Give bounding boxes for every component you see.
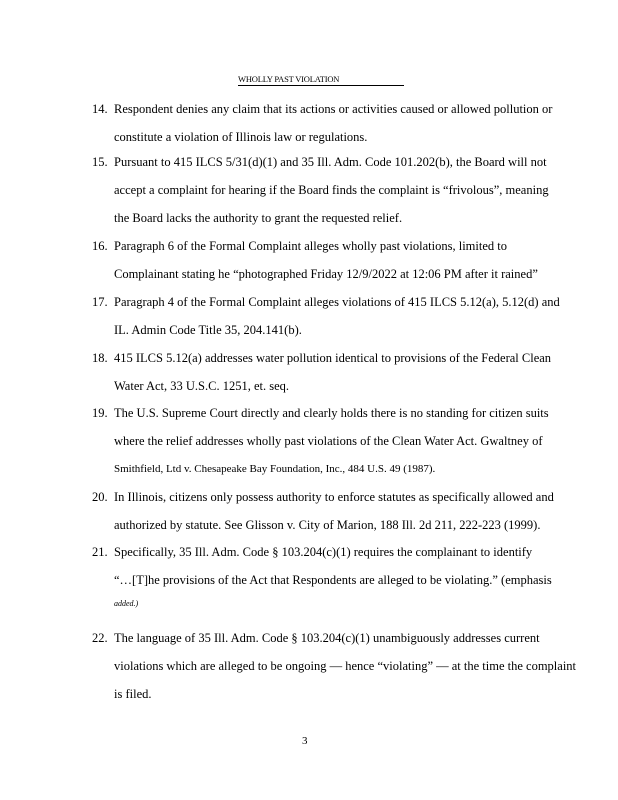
paragraph-20 xyxy=(92,483,604,539)
paragraph-line: The U.S. Supreme Court directly and clearly holds there is no standing for citizen suits xyxy=(114,406,549,420)
paragraph-15 xyxy=(92,148,604,232)
paragraph-14 xyxy=(92,95,604,151)
paragraph-line: violations which are alleged to be ongoing — hence “violating” — at the time the complaint xyxy=(114,659,577,673)
paragraph-line: accept a complaint for hearing if the Board finds the complaint is “frivolous”, meaning xyxy=(114,183,549,197)
paragraph-line: where the relief addresses wholly past violations of the Clean Water Act. Gwaltney of xyxy=(114,434,543,448)
paragraph-16 xyxy=(92,232,604,288)
paragraph-line: 415 ILCS 5.12(a) addresses water pollution identical to provisions of the Federal Clean xyxy=(114,351,552,365)
paragraph-line: Respondent denies any claim that its actions or activities caused or allowed pollution or xyxy=(114,102,553,116)
paragraph-line: Complainant stating he “photographed Friday 12/9/2022 at 12:06 PM after it rained” xyxy=(114,267,538,281)
paragraph-number: 16. xyxy=(92,239,108,253)
paragraph-line: constitute a violation of Illinois law or regulations. xyxy=(114,130,368,144)
paragraph-line: Water Act, 33 U.S.C. 1251, et. seq. xyxy=(114,379,290,393)
paragraph-17 xyxy=(92,288,604,344)
paragraph-line: In Illinois, citizens only possess authority to enforce statutes as specifically allowed and xyxy=(114,490,554,504)
emphasis-note: added.) xyxy=(114,599,139,608)
paragraph-line: IL. Admin Code Title 35, 204.141(b). xyxy=(114,323,302,337)
paragraph-line: is filed. xyxy=(114,687,152,701)
paragraph-number: 14. xyxy=(92,102,108,116)
paragraph-line: Paragraph 4 of the Formal Complaint alleges violations of 415 ILCS 5.12(a), 5.12(d) and xyxy=(114,295,560,309)
paragraph-22 xyxy=(92,624,604,708)
paragraph-line: “…[T]he provisions of the Act that Respondents are alleged to be violating.” (emphasis xyxy=(114,573,552,587)
paragraph-number: 15. xyxy=(92,155,108,169)
paragraph-line: The language of 35 Ill. Adm. Code § 103.204(c)(1) unambiguously addresses current xyxy=(114,631,540,645)
paragraph-number: 22. xyxy=(92,631,108,645)
paragraph-number: 21. xyxy=(92,545,108,559)
paragraph-number: 20. xyxy=(92,490,108,504)
paragraph-line: the Board lacks the authority to grant the requested relief. xyxy=(114,211,403,225)
paragraph-number: 19. xyxy=(92,406,108,420)
paragraph-18 xyxy=(92,344,604,400)
citation-line: Smithfield, Ltd v. Chesapeake Bay Foundation, Inc., 484 U.S. 49 (1987). xyxy=(114,463,436,475)
paragraph-line: authorized by statute. See Glisson v. City of Marion, 188 Ill. 2d 211, 222-223 (1999). xyxy=(114,518,541,532)
page-number: 3 xyxy=(302,735,308,747)
paragraph-line: Paragraph 6 of the Formal Complaint alleges wholly past violations, limited to xyxy=(114,239,507,253)
section-heading: WHOLLY PAST VIOLATION xyxy=(238,74,404,86)
paragraph-line: Specifically, 35 Ill. Adm. Code § 103.204(c)(1) requires the complainant to identify xyxy=(114,545,533,559)
paragraph-line: Pursuant to 415 ILCS 5/31(d)(1) and 35 Ill. Adm. Code 101.202(b), the Board will not xyxy=(114,155,547,169)
paragraph-number: 18. xyxy=(92,351,108,365)
paragraph-number: 17. xyxy=(92,295,108,309)
paragraph-19 xyxy=(92,399,604,483)
paragraph-21 xyxy=(92,538,604,614)
